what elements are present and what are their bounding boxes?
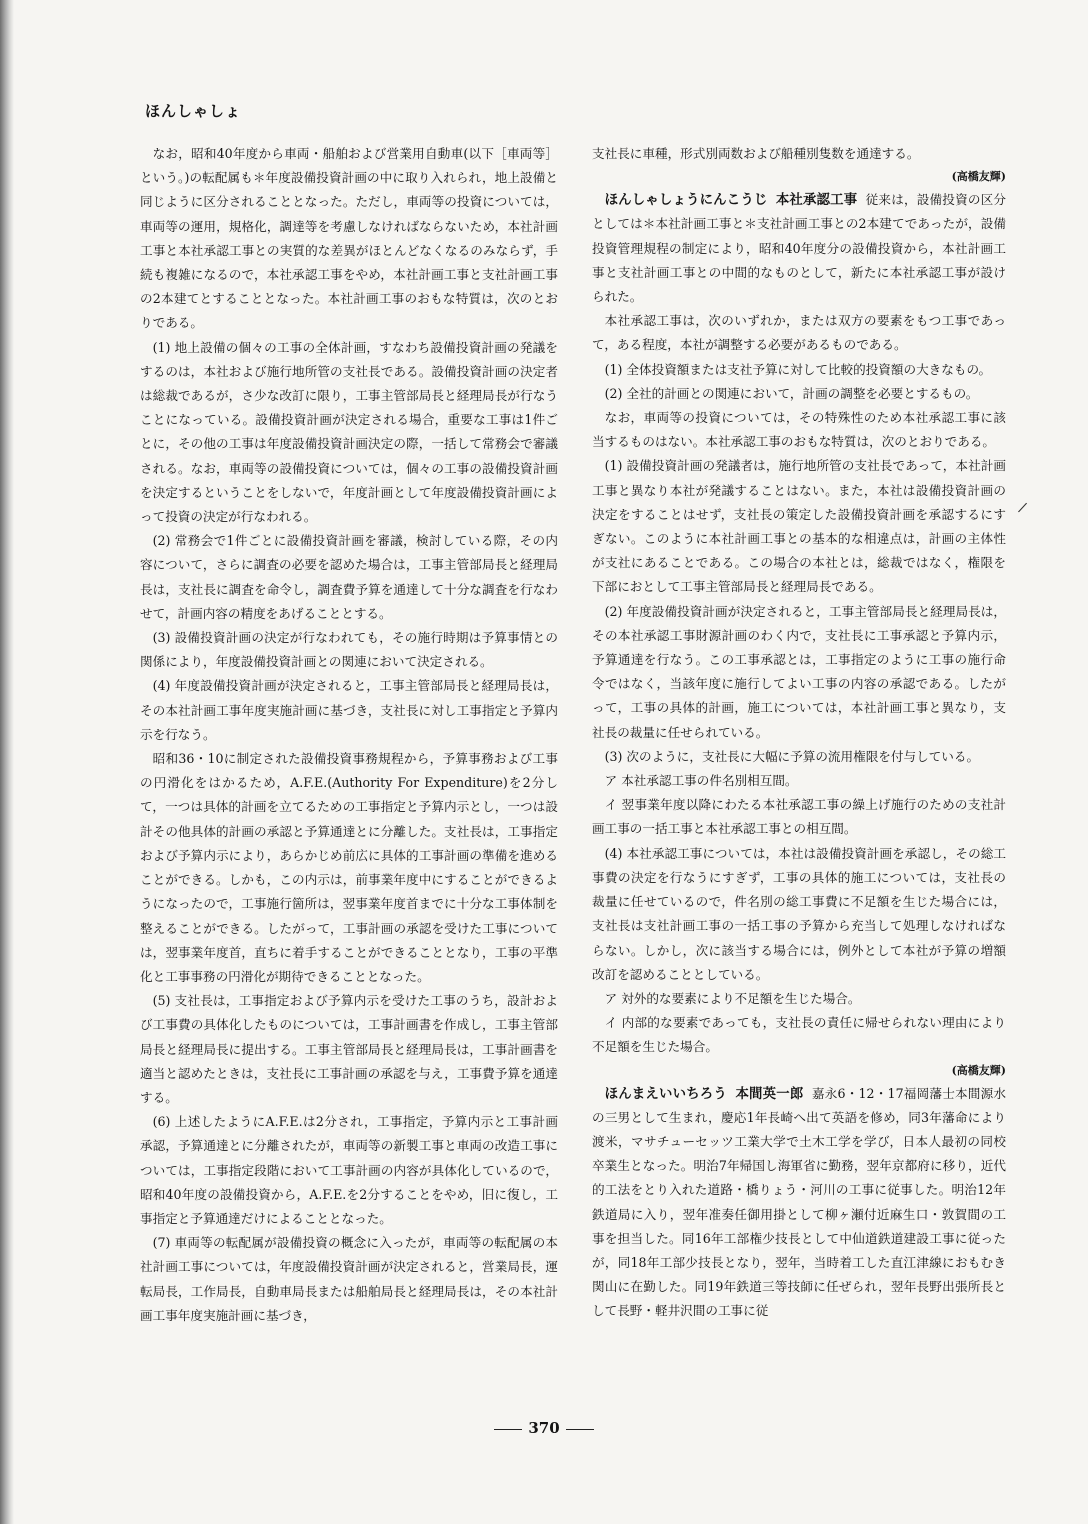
dictionary-entry: [592, 188, 1006, 309]
entry-title: 本間英一郎: [735, 1085, 804, 1102]
paragraph: (1) 地上設備の個々の工事の全体計画，すなわち設備投資計画の発議をするのは，本社および施行地所管の支社長である。設備投資計画の決定者は総裁であるが，さ少な改訂に限り，工事主管部局長と経理局長が行なうことになっている。設備投資計画が決定される場合，重要な工事は1件ごとに，その他の工事は年度設備投資計画決定の際，一括して常務会で審議される。なお，車両等の設備投資については，個々の工事の設備投資計画を決定するということをしないで，年度計画として年度設備投資計画によって投資の決定が行なわれる。: [140, 339, 558, 525]
paragraph: (3) 次のように，支社長に大幅に予算の流用権限を付与している。: [604, 748, 980, 764]
paragraph: なお，車両等の投資については，その特殊性のため本社承認工事に該当するものはない。本社承認工事のおもな特質は，次のとおりである。: [592, 410, 1006, 450]
paragraph: なお，昭和40年度から車両・船舶および営業用自動車(以下［車両等］という。)の転配属も＊年度設備投資計画の中に取り入れられ，地上設備と同じように区分されることとなった。ただし，車両等の投資については，車両等の運用，規格化，調達等を考慮しなければならないため，本社計画工事と本社承認工事との実質的な差異がほとんどなくなるのみならず，手続も複雑になるので，本社承認工事をやめ，本社計画工事と支社計画工事の2本建てとすることとなった。本社計画工事のおもな特質は，次のとおりである。: [140, 146, 558, 331]
paragraph: (2) 常務会で1件ごとに設備投資計画を審議，検討している際，その内容について，さらに調査の必要を認めた場合は，工事主管部局長と経理局長は，支社長に調査を命令し，調査費予算を通達して十分な調査を行なわせて，計画内容の精度をあげることとする。: [140, 533, 558, 621]
paragraph: (6) 上述したようにA.F.E.は2分され，工事指定，予算内示と工事計画承認，予算通達とに分離されたが，車両等の新製工事と車両の改造工事については，工事指定段階において工事計画の内容が具体化しているので，昭和40年度の設備投資から，A.F.E.を2分することをやめ，旧に復し，工事指定と予算通達だけによることとなった。: [140, 1114, 558, 1226]
dash-left: [494, 1429, 522, 1430]
paragraph: (5) 支社長は，工事指定および予算内示を受けた工事のうち，設計および工事費の具体化したものについては，工事計画書を作成し，工事主管部局長と経理局長に提出する。工事主管部局長と経理局長は，工事計画書を適当と認めたときは，支社長に工事計画の承認を与え，工事費予算を通達する。: [140, 993, 558, 1105]
author-signature: (高橋友輝): [951, 1063, 1006, 1077]
paragraph: (7) 車両等の転配属が設備投資の概念に入ったが，車両等の転配属の本社計画工事については，年度設備投資計画が決定されると，営業局長，運転局長，工作局長，自動車局長または船舶局長と経理局長は，その本社計画工事年度実施計画に基づき，: [140, 1235, 558, 1323]
pen-mark: /: [1016, 499, 1028, 517]
paragraph: (4) 年度設備投資計画が決定されると，工事主管部局長と経理局長は，その本社計画工事年度実施計画に基づき，支社長に対し工事指定と予算内示を行なう。: [140, 678, 558, 742]
paragraph: 支社長に車種，形式別両数および船種別隻数を通達する。: [592, 146, 920, 161]
paragraph: (2) 全社的計画との関連において，計画の調整を必要とするもの。: [604, 385, 979, 401]
paragraph: 昭和36・10に制定された設備投資事務規程から，予算事務および工事の円滑化をはかるため，A.F.E.(Authority For Expenditure)を2分して，一つは具体的計画を立てるための工事指定と予算内示とし，一つは設計その他具体的計画の承認と予算通達とに分離した。支社長は，工事指定および予算内示により，あらかじめ前広に具体的工事計画の準備を進めることができる。しかも，この内示は，前事業年度中にすることができるようになったので，工事施行箇所は，翌事業年度首までに十分な工事体制を整えることができる。したがって，工事計画の承認を受けた工事については，翌事業年度首，直ちに着手することができることとなり，工事の平準化と工事事務の円滑化が期待できることとなった。: [140, 751, 558, 984]
entry-reading: ほんまえいいちろう: [604, 1085, 727, 1102]
entry-body: 従来は，設備投資の区分としては＊本社計画工事と＊支社計画工事との2本建てであったが，設備投資管理規程の制定により，昭和40年度分の設備投資から，本社計画工事と支社計画工事との中間的なものとして，新たに本社承認工事が設けられた。: [592, 192, 1007, 305]
dictionary-entry: [592, 1082, 1006, 1324]
page-header: ほんしゃしょ: [145, 102, 242, 120]
right-column: [592, 142, 1006, 1324]
page-footer: [0, 1419, 1088, 1437]
paragraph: イ 内部的な要素であっても，支社長の責任に帰せられない理由により不足額を生じた場合。: [592, 1015, 1006, 1055]
author-signature: (高橋友輝): [951, 170, 1006, 184]
entry-title: 本社承認工事: [775, 192, 858, 209]
paragraph: (3) 設備投資計画の決定が行なわれても，その施行時期は予算事情との関係により，年度設備投資計画との関連において決定される。: [140, 630, 558, 670]
paragraph: (1) 設備投資計画の発議者は，施行地所管の支社長であって，本社計画工事と異なり本社が発議することはない。また，本社は設備投資計画の決定をすることはせず，支社長の策定した設備投資計画を承認するにすぎない。このように本社計画工事との基本的な相違点は，計画の主体性が支社にあることである。この場合の本社とは，総裁ではなく，権限を下部におとして工事主管部局長と経理局長である。: [592, 458, 1006, 595]
paragraph: ア 対外的な要素により不足額を生じた場合。: [604, 990, 861, 1006]
paragraph: イ 翌事業年度以降にわたる本社承認工事の繰上げ施行のための支社計画工事の一括工事と本社承認工事との相互間。: [592, 797, 1006, 837]
paragraph: (1) 全体投資額または支社予算に対して比較的投資額の大きなもの。: [604, 361, 992, 377]
entry-reading: ほんしゃしょうにんこうじ: [604, 192, 768, 209]
paragraph: 本社承認工事は，次のいずれか，または双方の要素をもつ工事であって，ある程度，本社が調整する必要があるものである。: [592, 313, 1006, 353]
page-binding-shadow: [0, 0, 14, 1524]
left-column: [140, 142, 558, 1328]
paragraph: (4) 本社承認工事については，本社は設備投資計画を承認し，その総工事費の決定を行なうにすぎず，工事の具体的施工については，支社長の裁量に任せているので，件名別の総工事費に不足額を生じた場合には，支社長は支社計画工事の一括工事の予算から充当して処理しなければならない。しかし，次に該当する場合には，例外として本社が予算の増額改訂を認めることとしている。: [592, 845, 1006, 982]
entry-body: 嘉永6・12・17福岡藩士本間源水の三男として生まれ，慶応1年長崎へ出て英語を修め，同3年藩命により渡米，マサチューセッツ工業大学で土木工学を学び，日本人最初の同校卒業生となった。明治7年帰国し海軍省に勤務，翌年京都府に移り，近代的工法をとり入れた道路・橋りょう・河川の工事に従事した。明治12年鉄道局に入り，翌年准奏任御用掛として柳ヶ瀬付近麻生口・敦賀間の工事を担当した。同16年工部権少技長として中仙道鉄道建設工事に従ったが，同18年工部少技長となり，翌年，当時着工した直江津線におもむき関山に在勤した。同19年鉄道三等技師に任ぜられ，翌年長野出張所長として長野・軽井沢間の工事に従: [592, 1085, 1007, 1319]
dash-right: [566, 1429, 594, 1430]
page-number: 370: [528, 1419, 560, 1437]
paragraph: ア 本社承認工事の件名別相互間。: [604, 773, 798, 789]
paragraph: (2) 年度設備投資計画が決定されると，工事主管部局長と経理局長は，その本社承認工事財源計画のわく内で，支社長に工事承認と予算内示，予算通達を行なう。この工事承認とは，工事指定のように工事の施行命令ではなく，当該年度に施行してよい工事の内容の承認である。したがって，工事の具体的計画，施工については，本社計画工事と異なり，支社長の裁量に任せられている。: [592, 603, 1006, 740]
